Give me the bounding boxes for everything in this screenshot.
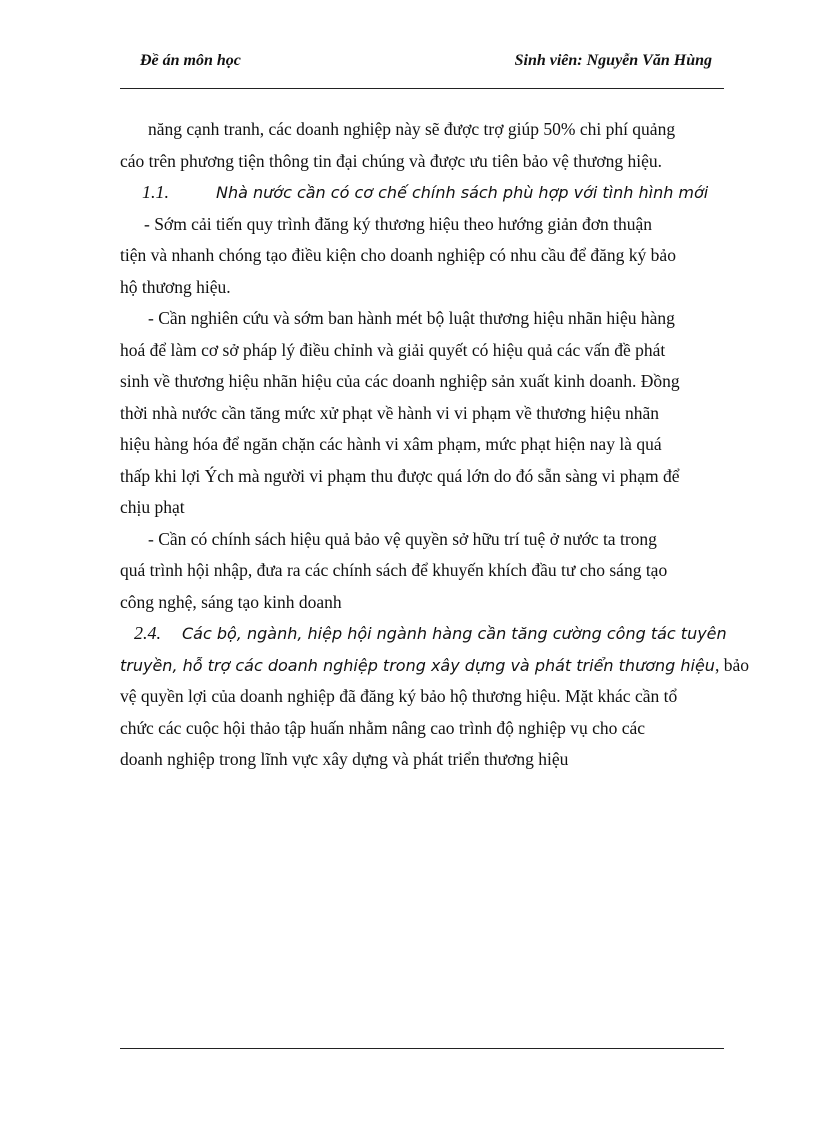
text-line: thời nhà nước cần tăng mức xử phạt về hành vi vi phạm về thương hiệu nhãn (120, 402, 660, 423)
paragraph-closing (120, 681, 724, 776)
page-header (120, 52, 724, 74)
text-line: doanh nghiệp trong lĩnh vực xây dựng và phát triển thương hiệu (120, 749, 569, 769)
footer-divider (120, 1048, 724, 1049)
text-line: cáo trên phương tiện thông tin đại chúng và được ưu tiên bảo vệ thương hiệu. (120, 150, 662, 171)
bullet-ip-protection (120, 524, 724, 619)
text-line: năng cạnh tranh, các doanh nghiệp này sẽ được trợ giúp 50% chi phí quảng (148, 119, 676, 139)
header-divider (120, 88, 724, 89)
heading-continuation-italic: truyền, hỗ trợ các doanh nghiệp trong xây dựng và phát triển thương hiệu (120, 655, 715, 675)
heading-text: Các bộ, ngành, hiệp hội ngành hàng cần tăng cường công tác tuyên (182, 624, 727, 643)
text-line: - Cần nghiên cứu và sớm ban hành mét bộ luật thương hiệu nhãn hiệu hàng (148, 308, 675, 328)
text-line: quá trình hội nhập, đưa ra các chính sách để khuyến khích đầu tư cho sáng tạo (120, 560, 668, 580)
text-line: tiện và nhanh chóng tạo điều kiện cho doanh nghiệp có nhu cầu để đăng ký bảo (120, 245, 676, 265)
text-line: sinh về thương hiệu nhãn hiệu của các doanh nghiệp sản xuất kinh doanh. Đồng (120, 371, 680, 391)
bullet-legislation (120, 303, 724, 524)
document-body (120, 114, 749, 776)
text-line: hiệu hàng hóa để ngăn chặn các hành vi xâm phạm, mức phạt hiện nay là quá (120, 434, 662, 454)
text-line: - Cần có chính sách hiệu quả bảo vệ quyền sở hữu trí tuệ ở nước ta trong (148, 528, 657, 549)
heading-number: 2.4. (134, 623, 161, 643)
heading-number: 1.1. (142, 182, 169, 202)
text-line: thấp khi lợi Ých mà người vi phạm thu được quá lớn do đó sẵn sàng vi phạm để (120, 465, 680, 486)
heading-text: Nhà nước cần có cơ chế chính sách phù hợp với tình hình mới (216, 183, 709, 202)
heading-continuation-regular: , bảo (714, 654, 749, 675)
text-line: chịu phạt (120, 497, 185, 517)
text-line: chức các cuộc hội thảo tập huấn nhằm nâng cao trình độ nghiệp vụ cho các (120, 717, 646, 738)
section-heading-1-1 (120, 177, 724, 209)
text-line: vệ quyền lợi của doanh nghiệp đã đăng ký bảo hộ thương hiệu. Mặt khác cần tổ (120, 686, 678, 706)
text-line: công nghệ, sáng tạo kinh doanh (120, 591, 342, 612)
heading-continuation (120, 650, 749, 682)
text-line: - Sớm cải tiến quy trình đăng ký thương hiệu theo hướng giản đơn thuận (144, 213, 652, 234)
bullet-registration (120, 209, 724, 304)
header-student-name: Sinh viên: Nguyễn Văn Hùng (514, 52, 712, 69)
header-course-title: Đề án môn học (140, 52, 241, 69)
section-heading-2-4 (120, 618, 727, 650)
text-line: hoá để làm cơ sở pháp lý điều chỉnh và giải quyết có hiệu quả các vấn đề phát (120, 339, 666, 360)
paragraph-intro (120, 114, 724, 177)
text-line: hộ thương hiệu. (120, 276, 231, 297)
